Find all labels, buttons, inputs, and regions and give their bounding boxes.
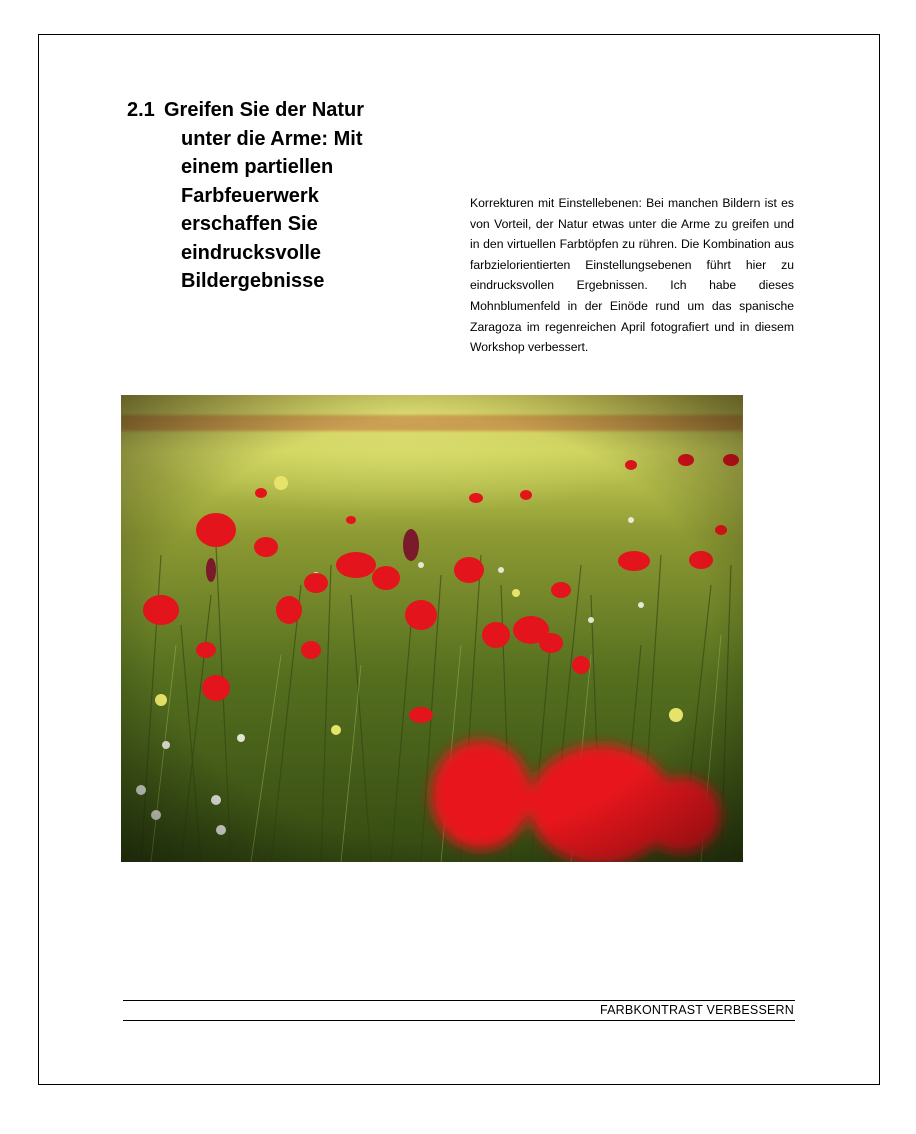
running-head: FARBKONTRAST VERBESSERN [600,1003,794,1017]
heading-line: erschaffen Sie [181,213,318,235]
footer-rule [123,1000,795,1001]
heading-line: einem partiellen [181,156,334,178]
heading-line: Farbfeuerwerk [181,184,319,207]
poppy-field-illustration [121,395,743,862]
footer-rule [123,1020,795,1021]
heading-line: Bildergebnisse [181,270,325,292]
intro-paragraph: Korrekturen mit Einstellebenen: Bei manchen Bildern ist es von Vorteil, der Natur etwas unter die Arme zu greifen und in den virtuellen Farbtöpfen zu rühren. Die Kombination aus farbzielorientierten Einstellungsebenen führt hier zu eindrucksvollen Ergebnissen. Ich habe dieses Mohnblumenfeld in der Einöde rund um das spanische Zaragoza im regenreichen April fotografiert und in diesem Workshop verbessert. [470,196,794,355]
heading-line: Greifen Sie der Natur [164,99,365,121]
heading-line: unter die Arme: Mit [181,127,363,150]
heading-line: eindrucksvolle [181,241,322,264]
section-heading [127,96,427,296]
section-number: 2.1 [127,99,155,121]
poppy-field-photo [121,395,743,862]
